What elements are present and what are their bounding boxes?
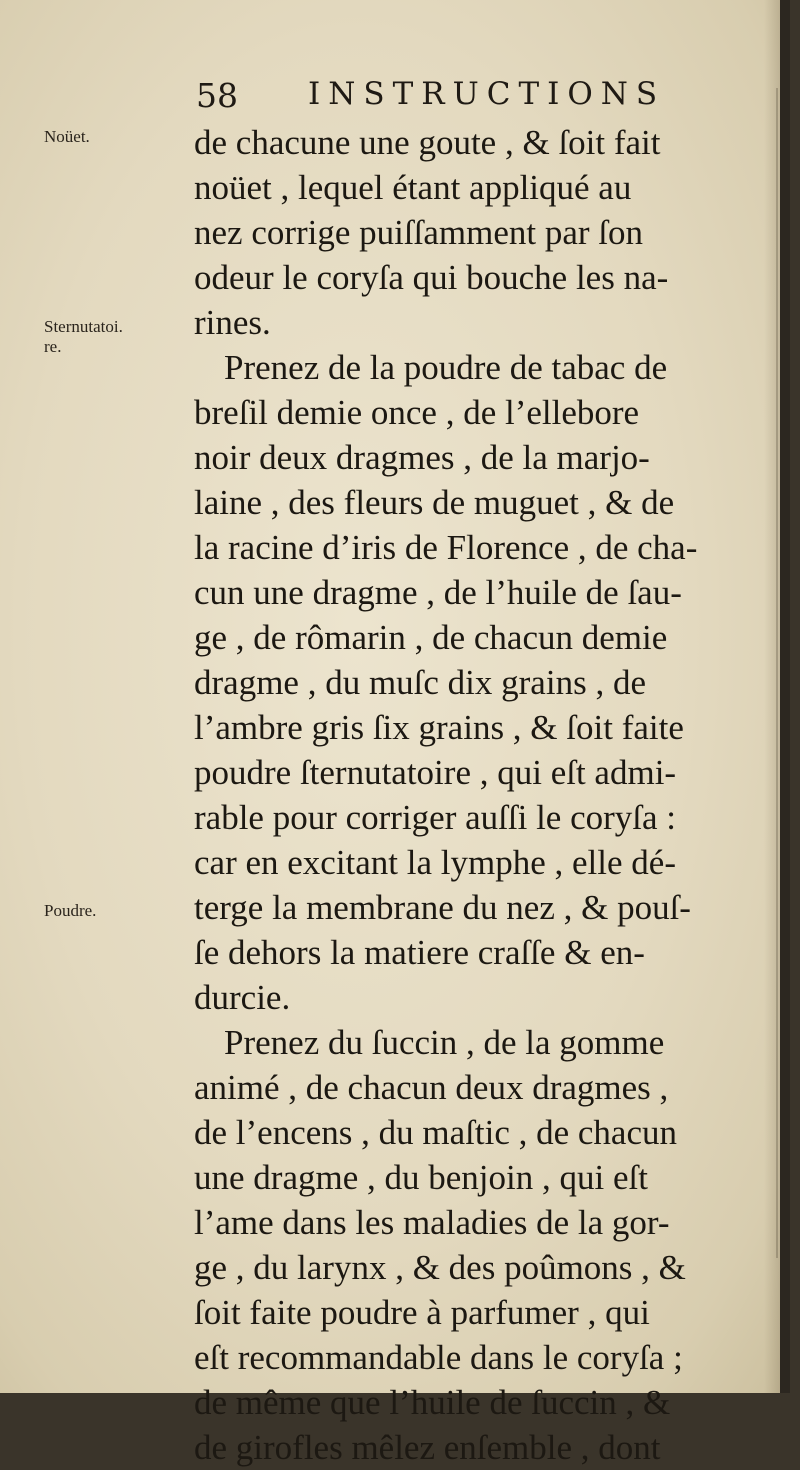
text-line: car en excitant la lymphe , elle dé- bbox=[194, 843, 676, 882]
running-title: INSTRUCTIONS bbox=[308, 76, 666, 112]
margin-note-sternutatoire-2: re. bbox=[44, 337, 62, 356]
text-line: Prenez de la poudre de tabac de bbox=[224, 348, 668, 387]
text-line: eſt recommandable dans le coryſa ; bbox=[194, 1338, 683, 1377]
text-line: rines. bbox=[194, 303, 271, 342]
binding-edge bbox=[780, 0, 790, 1393]
text-line: terge la membrane du nez , & pouſ- bbox=[194, 888, 691, 927]
margin-note-sternutatoire-1: Sternutatoi. bbox=[44, 317, 123, 336]
text-line: poudre ſternutatoire , qui eſt admi- bbox=[194, 753, 677, 792]
text-line: cun une dragme , de l’huile de ſau- bbox=[194, 573, 682, 612]
text-line: odeur le coryſa qui bouche les na- bbox=[194, 258, 669, 297]
margin-note-nouet: Noüet. bbox=[44, 127, 90, 146]
body-text bbox=[194, 120, 724, 1470]
text-line: noüet , lequel étant appliqué au bbox=[194, 168, 632, 207]
text-line: ſoit faite poudre à parfumer , qui bbox=[194, 1293, 650, 1332]
show-through-rule bbox=[776, 88, 778, 1258]
text-line: dragme , du muſc dix grains , de bbox=[194, 663, 646, 702]
text-line: breſil demie once , de l’ellebore bbox=[194, 393, 640, 432]
text-line: de l’encens , du maſtic , de chacun bbox=[194, 1113, 677, 1152]
text-line: de même que l’huile de ſuccin , & bbox=[194, 1383, 671, 1422]
text-line: de girofles mêlez enſemble , dont bbox=[194, 1428, 661, 1467]
text-line: Prenez du ſuccin , de la gomme bbox=[224, 1023, 665, 1062]
text-line: ge , du larynx , & des poûmons , & bbox=[194, 1248, 686, 1287]
text-line: de chacune une goute , & ſoit fait bbox=[194, 123, 661, 162]
text-line: noir deux dragmes , de la marjo- bbox=[194, 438, 650, 477]
text-line: ge , de rômarin , de chacun demie bbox=[194, 618, 668, 657]
text-line: la racine d’iris de Florence , de cha- bbox=[194, 528, 698, 567]
text-line: rable pour corriger auſſi le coryſa : bbox=[194, 798, 677, 837]
text-line: l’ambre gris ſix grains , & ſoit faite bbox=[194, 708, 684, 747]
text-line: ſe dehors la matiere craſſe & en- bbox=[194, 933, 645, 972]
text-line: laine , des fleurs de muguet , & de bbox=[194, 483, 675, 522]
margin-note-poudre: Poudre. bbox=[44, 901, 97, 920]
text-line: animé , de chacun deux dragmes , bbox=[194, 1068, 669, 1107]
page-header bbox=[196, 76, 666, 120]
page-number: 58 bbox=[196, 76, 238, 115]
text-line: l’ame dans les maladies de la gor- bbox=[194, 1203, 670, 1242]
text-line: une dragme , du benjoin , qui eſt bbox=[194, 1158, 648, 1197]
text-line: durcie. bbox=[194, 978, 291, 1017]
text-line: nez corrige puiſſamment par ſon bbox=[194, 213, 644, 252]
